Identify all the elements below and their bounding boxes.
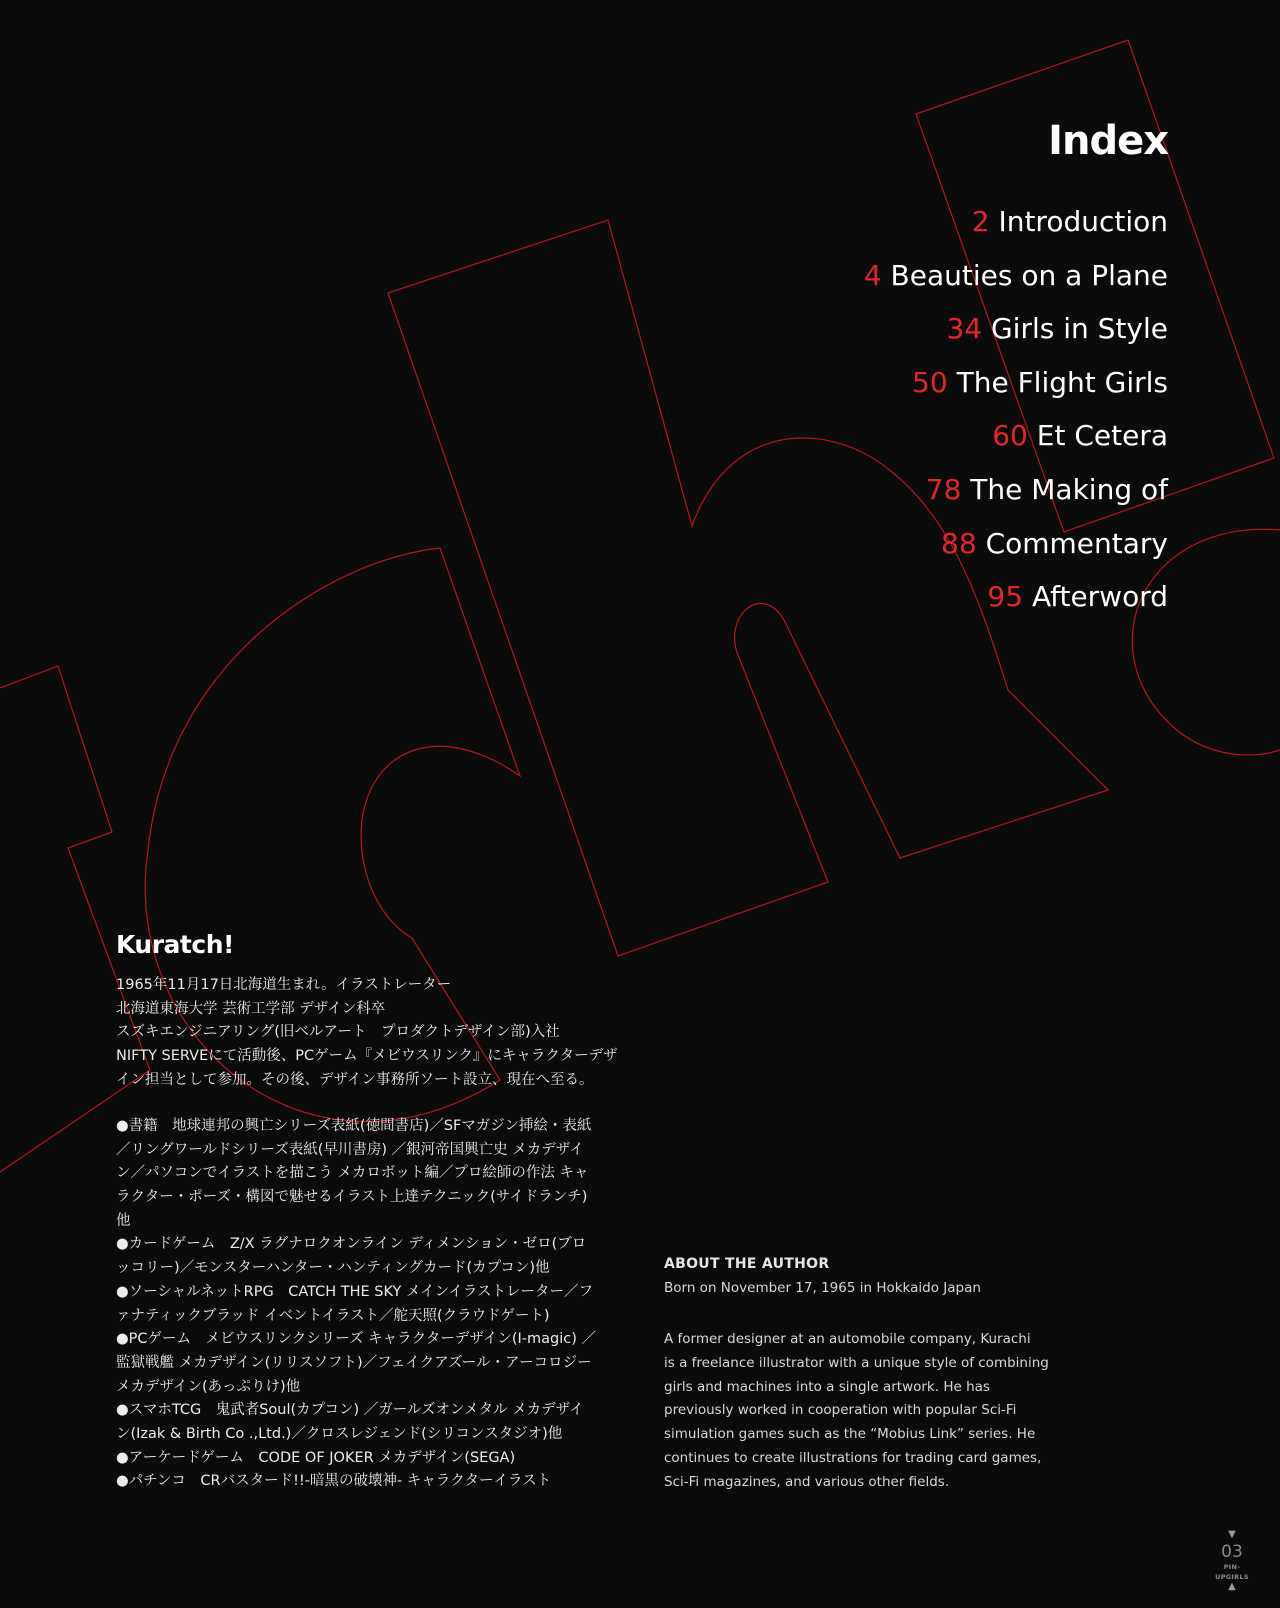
works-line: ●パチンコ CRバスタード!!-暗黒の破壊神- キャラクターイラスト [116, 1473, 552, 1490]
toc-page-number: 2 [971, 205, 990, 238]
works-line: ●アーケードゲーム CODE OF JOKER メカデザイン(SEGA) [116, 1449, 516, 1466]
works-line: ／リングワールドシリーズ表紙(早川書房) ／銀河帝国興亡史 メカデザイ [116, 1141, 584, 1158]
toc-label: The Making of [970, 472, 1168, 506]
page-number: 03 [1221, 1542, 1243, 1562]
description-line: A former designer at an automobile company, Kurachi [664, 1331, 1031, 1347]
table-of-contents [864, 202, 1168, 631]
bio-line: スズキエンジニアリング(旧ベルアート プロダクトデザイン部)入社 [116, 1024, 560, 1041]
toc-page-number: 4 [863, 258, 882, 292]
bio-line: NIFTY SERVEにて活動後、PCゲーム『メビウスリンク』にキャラクターデザ [116, 1048, 618, 1065]
description-line: girls and machines into a single artwork. He has [664, 1378, 990, 1395]
about-author-description [664, 1328, 1054, 1495]
toc-label: Commentary [985, 526, 1168, 560]
works-line: 監獄戦艦 メカデザイン(リリスソフト)／フェイクアズール・アーコロジー [116, 1354, 592, 1371]
page-label: PIN-UPGIRLS [1215, 1563, 1249, 1581]
index-title: Index [1048, 118, 1168, 164]
works-line: ッコリー)／モンスターハンター・ハンティングカード(カプコン)他 [116, 1260, 550, 1277]
works-line: ●スマホTCG 鬼武者Soul(カプコン) ／ガールズオンメタル メカデザイ [116, 1402, 584, 1419]
about-author-born: Born on November 17, 1965 in Hokkaido Japan [664, 1280, 981, 1296]
toc-item[interactable] [864, 470, 1168, 524]
toc-item[interactable] [864, 309, 1168, 363]
toc-item[interactable] [864, 256, 1168, 310]
triangle-up-icon: ▲ [1228, 1581, 1236, 1592]
triangle-down-icon: ▼ [1228, 1529, 1236, 1540]
toc-label: Afterword [1031, 580, 1168, 614]
works-line: ●PCゲーム メビウスリンクシリーズ キャラクターデザイン(I-magic) ／ [116, 1331, 597, 1348]
toc-page-number: 88 [941, 526, 977, 560]
toc-item[interactable] [864, 577, 1168, 631]
author-works-japanese [116, 1115, 636, 1494]
toc-item[interactable] [864, 524, 1168, 578]
works-line: ン／パソコンでイラストを描こう メカロボット編／プロ絵師の作法 キャ [116, 1165, 589, 1182]
works-line: 他 [116, 1212, 131, 1229]
toc-label: The Flight Girls [956, 365, 1168, 399]
description-line: is a freelance illustrator with a unique style of combining [664, 1354, 1049, 1371]
bio-line: 1965年11月17日北海道生まれ。イラストレーター [116, 977, 452, 993]
works-line: ァナティックブラッド イベントイラスト／舵天照(クラウドゲート) [116, 1307, 550, 1324]
description-line: previously worked in cooperation with popular Sci-Fi [664, 1402, 1017, 1419]
description-line: continues to create illustrations for trading card games, [664, 1449, 1042, 1466]
author-name: Kuratch! [116, 930, 234, 959]
works-line: ●カードゲーム Z/X ラグナロクオンライン ディメンション・ゼロ(ブロ [116, 1236, 587, 1253]
toc-page-number: 78 [925, 472, 962, 506]
toc-page-number: 60 [992, 419, 1028, 453]
works-line: メカデザイン(あっぷりけ)他 [116, 1378, 301, 1395]
toc-item[interactable] [864, 363, 1168, 417]
toc-item[interactable] [864, 416, 1168, 470]
toc-label: Introduction [998, 205, 1168, 238]
works-line: ラクター・ポーズ・構図で魅せるイラスト上達テクニック(サイドランチ) [116, 1189, 588, 1206]
toc-label: Et Cetera [1036, 419, 1168, 453]
description-line: Sci-Fi magazines, and various other fields. [664, 1473, 950, 1490]
toc-page-number: 34 [946, 312, 983, 346]
description-line: simulation games such as the “Mobius Link” series. He [664, 1426, 1036, 1443]
toc-page-number: 95 [987, 580, 1024, 614]
toc-page-number: 50 [912, 365, 948, 399]
author-bio-japanese [116, 974, 636, 1092]
page-marker [1212, 1530, 1252, 1592]
about-author-heading: ABOUT THE AUTHOR [664, 1256, 830, 1272]
works-line: ●書籍 地球連邦の興亡シリーズ表紙(徳間書店)／SFマガジン挿絵・表紙 [116, 1118, 592, 1134]
toc-label: Beauties on a Plane [890, 258, 1168, 292]
works-line: ン(Izak & Birth Co .,Ltd.)／クロスレジェンド(シリコンスタジオ)他 [116, 1425, 563, 1442]
toc-item[interactable] [864, 202, 1168, 256]
bio-line: イン担当として参加。その後、デザイン事務所ソート設立、現在へ至る。 [116, 1071, 594, 1088]
works-line: ●ソーシャルネットRPG CATCH THE SKY メインイラストレーター／フ [116, 1283, 593, 1300]
outline-letter-t [0, 666, 150, 1172]
bio-line: 北海道東海大学 芸術工学部 デザイン科卒 [116, 1000, 386, 1017]
toc-label: Girls in Style [990, 312, 1168, 346]
